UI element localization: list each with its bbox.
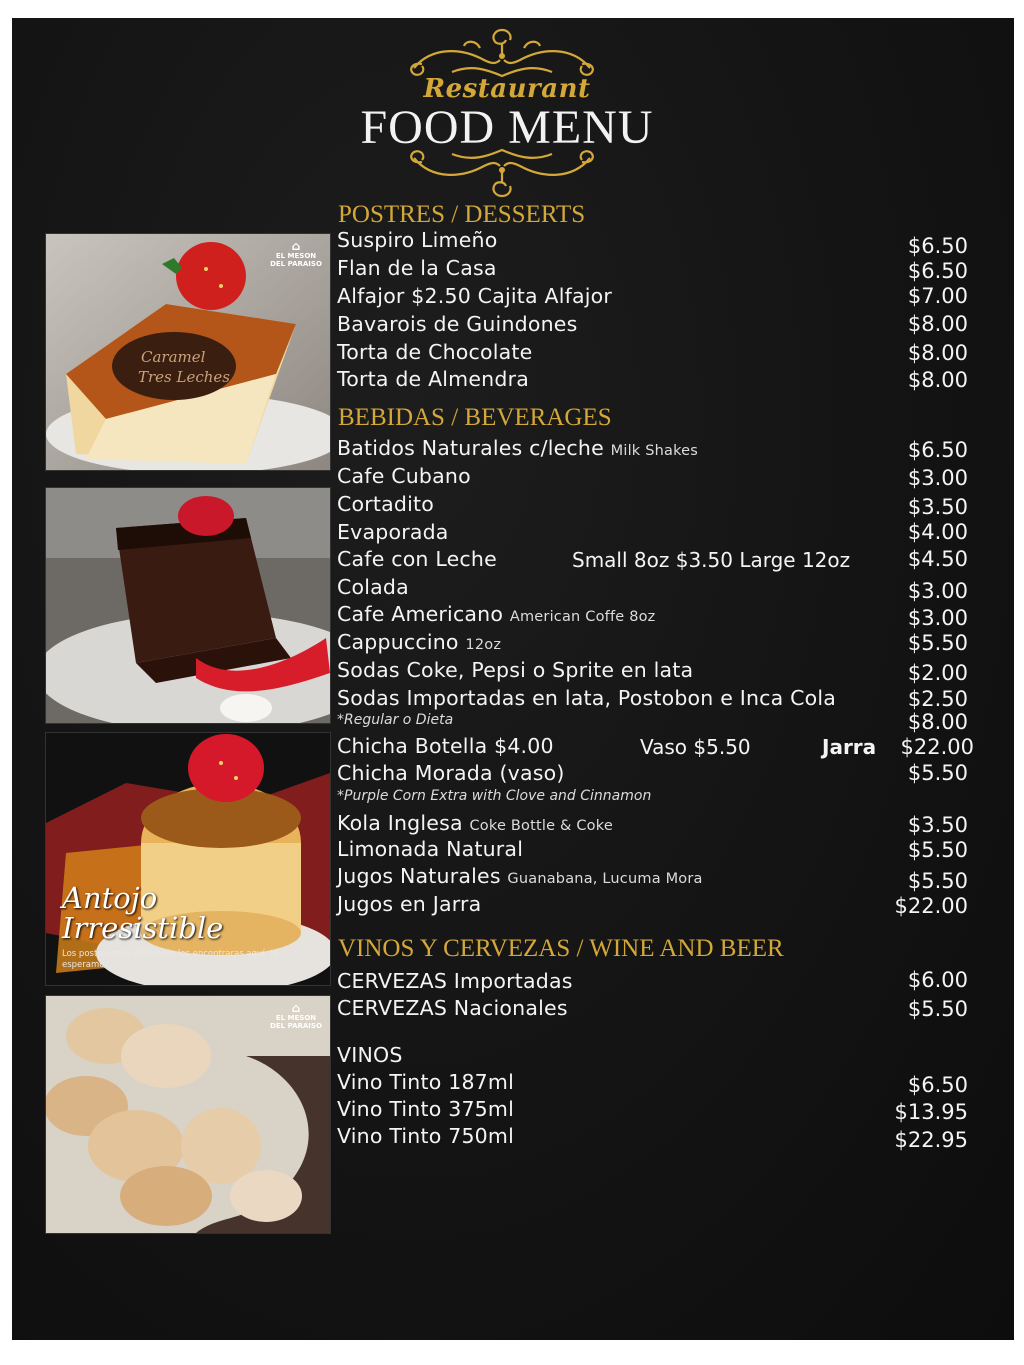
menu-item-price: $22.95	[894, 1128, 968, 1152]
menu-item-price: $4.00	[907, 520, 968, 544]
cake-label-tres-leches: Tres Leches	[138, 368, 230, 386]
menu-item-name: Bavarois de Guindones	[337, 312, 578, 336]
menu-item-name: Chicha Botella $4.00	[337, 734, 554, 758]
gold-ornament-icon	[392, 142, 612, 202]
item-subnote: *Purple Corn Extra with Clove and Cinnamon	[337, 788, 652, 804]
item-note: Guanabana, Lucuma Mora	[507, 871, 703, 887]
menu-item-price: $5.50	[907, 997, 968, 1021]
cake-label-caramel: Caramel	[141, 348, 206, 366]
restaurant-label: Restaurant	[423, 74, 591, 104]
item-title: Cafe Americano	[337, 602, 504, 626]
menu-item-name: Vino Tinto 750ml	[337, 1124, 514, 1148]
menu-item-price: $8.00	[907, 312, 968, 336]
menu-item-price: $2.50	[907, 687, 968, 711]
menu-item-name: Evaporada	[337, 520, 449, 544]
menu-item-name: Jugos en Jarra	[337, 892, 482, 916]
menu-item-name: CERVEZAS Importadas	[337, 969, 573, 993]
menu-item-price: $6.50	[907, 438, 968, 462]
menu-item-name: Flan de la Casa	[337, 256, 497, 280]
badge-line-2: DEL PARAISO	[270, 260, 322, 268]
restaurant-logo-badge	[268, 1002, 324, 1030]
badge-line-2: DEL PARAISO	[270, 1022, 322, 1030]
page-title: FOOD MENU	[360, 101, 654, 154]
menu-item-name: Chicha Morada (vaso)	[337, 761, 565, 785]
caramel-tres-leches-photo	[45, 233, 331, 471]
item-note: 12oz	[465, 637, 502, 653]
menu-item-name: Cafe con Leche	[337, 547, 497, 571]
house-icon: ⌂	[291, 239, 301, 253]
menu-item-price: $2.00	[907, 661, 968, 685]
menu-item-price: $6.50	[907, 259, 968, 283]
promo-caption: Los postres más deliciosos los encontraras aquí, te esperamos.	[62, 949, 279, 970]
section-heading-beverages: BEBIDAS / BEVERAGES	[338, 404, 612, 431]
menu-item-price: $8.00	[907, 710, 968, 734]
menu-item-price: $22.00	[900, 735, 974, 759]
item-title: Batidos Naturales c/leche	[337, 436, 604, 460]
section-heading-desserts: POSTRES / DESSERTS	[338, 201, 586, 228]
menu-item-name: Torta de Chocolate	[337, 340, 533, 364]
size-pricing: Small 8oz $3.50 Large 12oz	[572, 548, 851, 572]
menu-item-name	[337, 811, 613, 835]
promo-headline-line-1: Antojo	[62, 881, 158, 915]
menu-item-price: $3.50	[907, 495, 968, 519]
menu-item-price: $3.00	[907, 606, 968, 630]
item-title: Cappuccino	[337, 630, 459, 654]
menu-item-price: $6.00	[907, 968, 968, 992]
vaso-pricing: Vaso $5.50	[640, 735, 751, 759]
item-title: Jugos Naturales	[337, 864, 501, 888]
item-note: American Coffe 8oz	[509, 609, 656, 625]
item-subnote: *Regular o Dieta	[337, 712, 454, 728]
chocolate-cake-photo	[45, 487, 331, 724]
menu-item-price: $6.50	[907, 1073, 968, 1097]
menu-item-name: CERVEZAS Nacionales	[337, 996, 568, 1020]
menu-item-name: Cafe Cubano	[337, 464, 471, 488]
menu-item-price: $7.00	[907, 284, 968, 308]
menu-item-price: $3.00	[907, 466, 968, 490]
flan-promo-photo	[45, 732, 331, 986]
menu-item-price: $8.00	[907, 368, 968, 392]
item-note: Milk Shakes	[610, 443, 699, 459]
menu-item-name	[337, 630, 501, 654]
menu-item-price: $4.50	[907, 547, 968, 571]
item-title: Kola Inglesa	[337, 811, 463, 835]
menu-item-name	[337, 602, 656, 626]
menu-item-price: $8.00	[907, 341, 968, 365]
promo-headline-line-2: Irresistible	[62, 911, 224, 945]
menu-item-price: $13.95	[894, 1100, 968, 1124]
menu-item-price: $22.00	[894, 894, 968, 918]
menu-item-name: Sodas Coke, Pepsi o Sprite en lata	[337, 658, 694, 682]
menu-item-price: $5.50	[907, 838, 968, 862]
menu-item-price: $3.50	[907, 813, 968, 837]
section-heading-wine-beer: VINOS Y CERVEZAS / WINE AND BEER	[338, 935, 784, 962]
menu-item-price: $5.50	[907, 869, 968, 893]
jarra-label: Jarra	[822, 735, 877, 759]
menu-item-price: $5.50	[907, 761, 968, 785]
menu-item-name: Colada	[337, 575, 409, 599]
badge-line-1: EL MESON	[275, 252, 317, 260]
menu-item-price: $5.50	[907, 631, 968, 655]
menu-item-name: Suspiro Limeño	[337, 228, 498, 252]
menu-item-name: Sodas Importadas en lata, Postobon e Inca Cola	[337, 686, 837, 710]
menu-item-price: $6.50	[907, 234, 968, 258]
menu-item-name	[337, 864, 703, 888]
badge-line-1: EL MESON	[275, 1014, 317, 1022]
menu-item-name: Vino Tinto 375ml	[337, 1097, 514, 1121]
restaurant-logo-badge	[268, 240, 324, 268]
alfajores-photo	[45, 995, 331, 1234]
menu-item-name: VINOS	[337, 1043, 403, 1067]
menu-item-name: Limonada Natural	[337, 837, 524, 861]
menu-page	[12, 18, 1014, 1340]
menu-item-name: Alfajor $2.50 Cajita Alfajor	[337, 284, 613, 308]
menu-item-name: Cortadito	[337, 492, 434, 516]
promo-headline	[62, 883, 223, 943]
menu-item-name	[337, 436, 698, 460]
item-note: Coke Bottle & Coke	[469, 818, 613, 834]
menu-item-price: $3.00	[907, 579, 968, 603]
menu-item-name: Torta de Almendra	[337, 367, 529, 391]
house-icon: ⌂	[291, 1001, 301, 1015]
menu-item-name: Vino Tinto 187ml	[337, 1070, 514, 1094]
